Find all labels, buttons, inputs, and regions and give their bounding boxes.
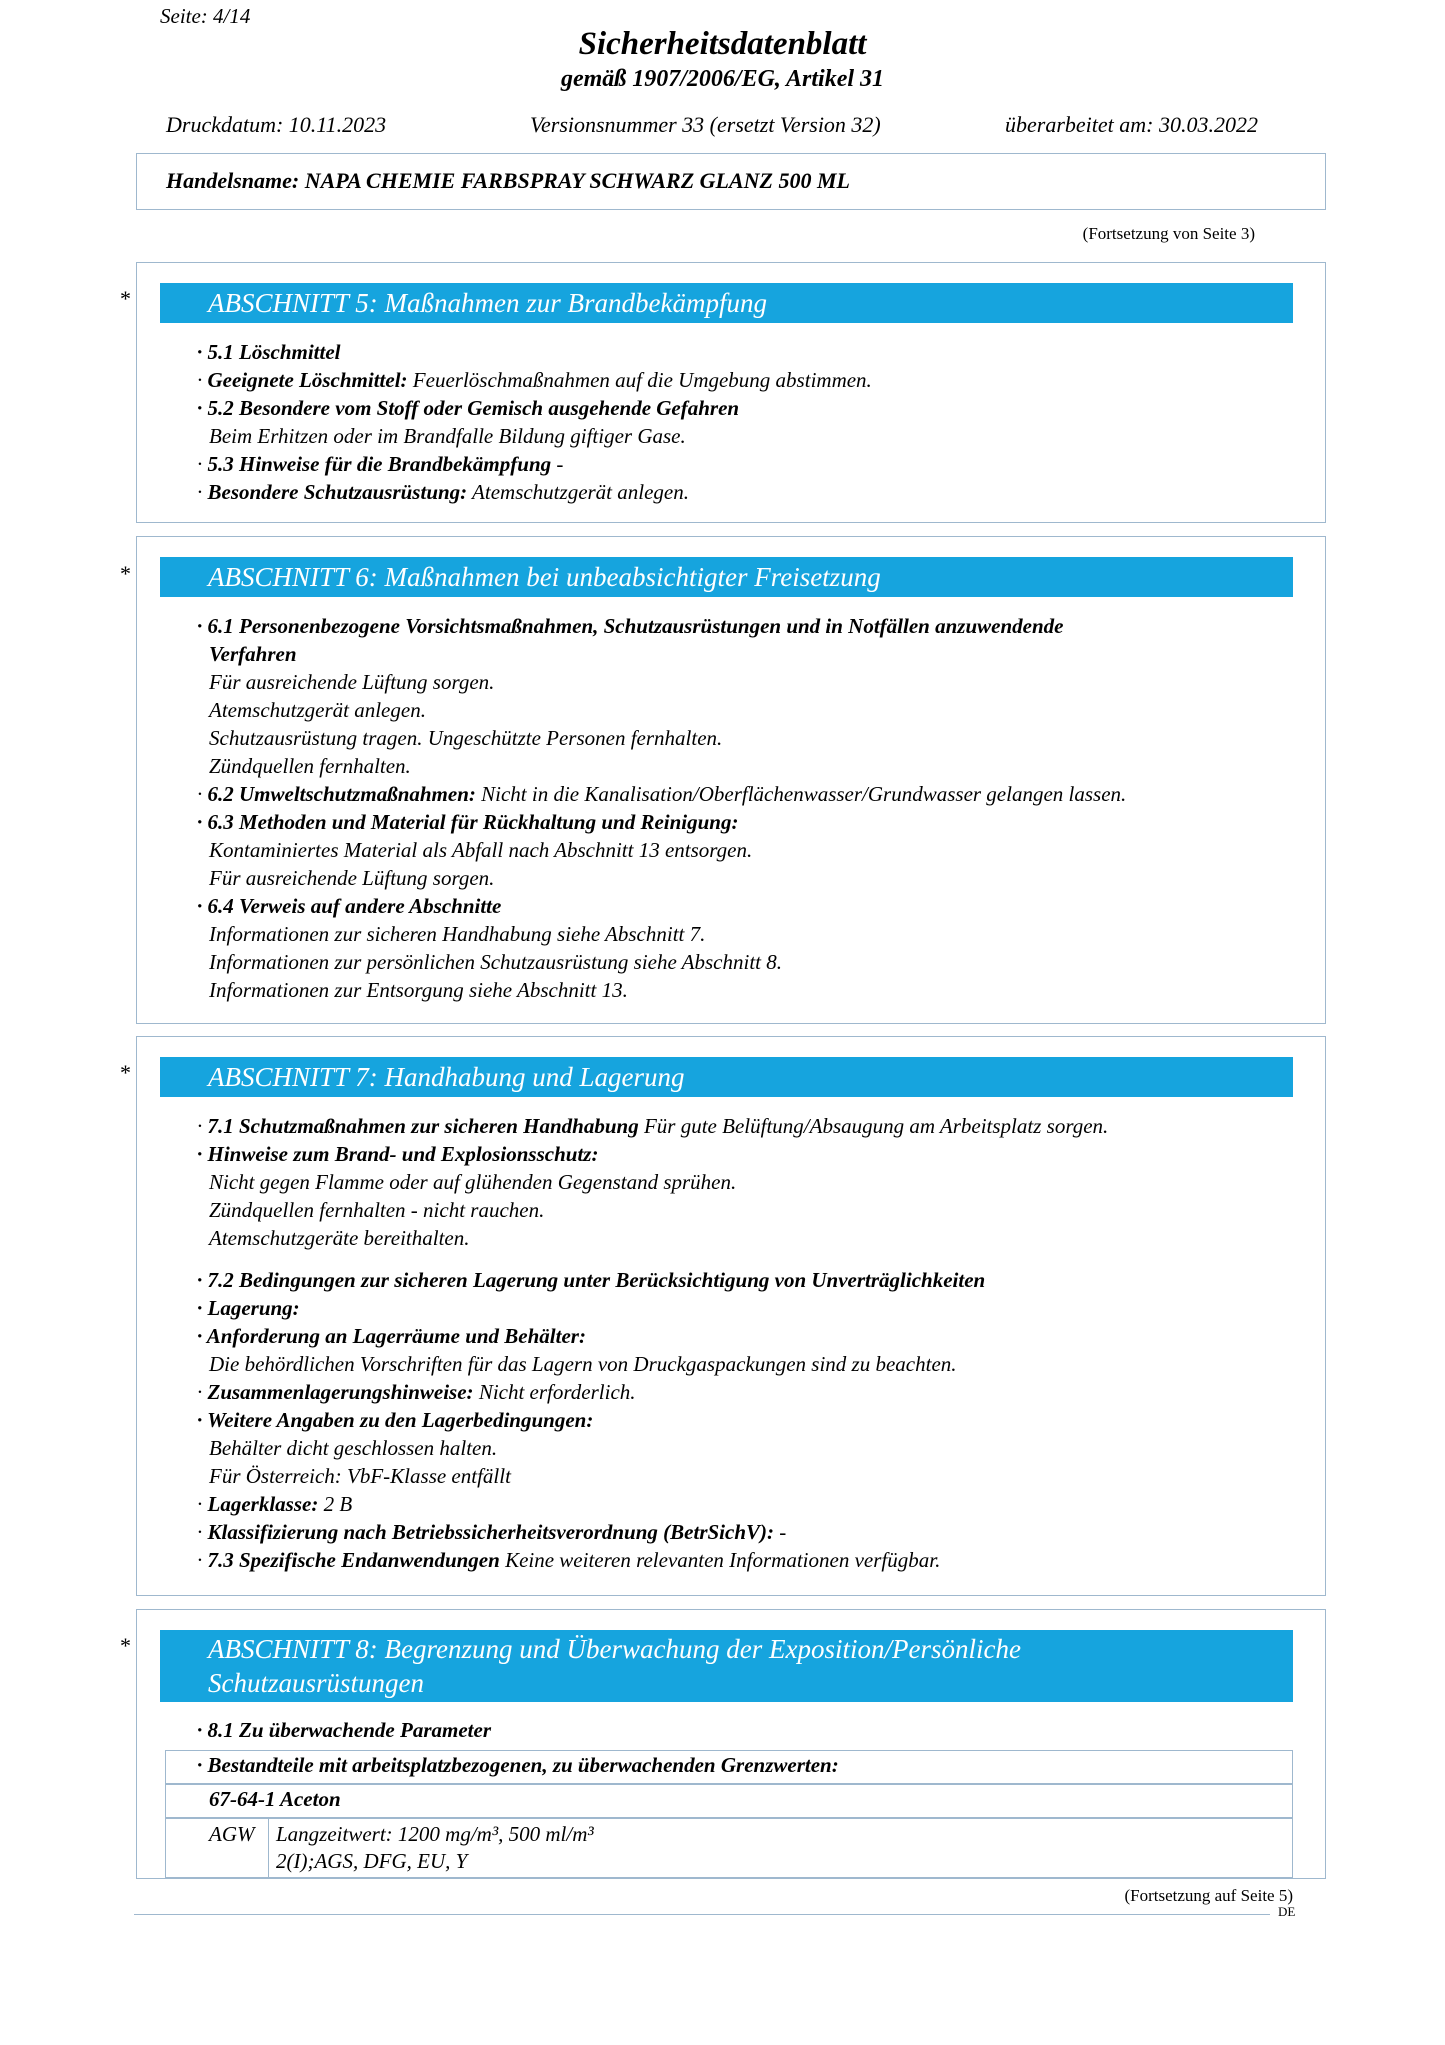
continued-on: (Fortsetzung auf Seite 5): [1124, 1886, 1293, 1905]
revision-date: überarbeitet am: 30.03.2022: [1005, 112, 1258, 137]
section7-line: · 7.3 Spezifische Endanwendungen Keine weiteren relevanten Informationen verfügbar.: [197, 1548, 941, 1572]
section6-line: Atemschutzgerät anlegen.: [209, 698, 426, 722]
section8-title-line1: ABSCHNITT 8: Begrenzung und Überwachung der Exposition/Persönliche: [208, 1634, 1021, 1664]
section7-title: ABSCHNITT 7: Handhabung und Lagerung: [160, 1057, 1293, 1097]
section7-line: · Zusammenlagerungshinweise: Nicht erforderlich.: [197, 1380, 636, 1404]
section6-change-marker: *: [120, 561, 131, 586]
language-code: DE: [1278, 1904, 1296, 1919]
limit-value-line1: Langzeitwert: 1200 mg/m³, 500 ml/m³: [276, 1822, 594, 1846]
substance-name: 67-64-1 Aceton: [209, 1787, 341, 1811]
table-column-divider: [268, 1818, 269, 1878]
document-subtitle: gemäß 1907/2006/EG, Artikel 31: [560, 66, 885, 92]
section6-line: Schutzausrüstung tragen. Ungeschützte Personen fernhalten.: [209, 726, 723, 750]
section7-line: Für Österreich: VbF-Klasse entfällt: [209, 1464, 511, 1488]
footer-divider: [134, 1914, 1270, 1915]
print-date: Druckdatum: 10.11.2023: [166, 112, 387, 137]
section6-line: Für ausreichende Lüftung sorgen.: [209, 670, 495, 694]
section7-line: Behälter dicht geschlossen halten.: [209, 1436, 498, 1460]
section8-line: · 8.1 Zu überwachende Parameter: [197, 1718, 491, 1742]
page-label: Seite: 4/14: [160, 4, 251, 28]
section6-line: Für ausreichende Lüftung sorgen.: [209, 866, 495, 890]
section7-line: · Lagerung:: [197, 1296, 300, 1320]
section8-title: [160, 1630, 1293, 1702]
section7-line: · Anforderung an Lagerräume und Behälter:: [197, 1324, 586, 1348]
section5-line: · Geeignete Löschmittel: Feuerlöschmaßnahmen auf die Umgebung abstimmen.: [197, 368, 872, 392]
section6-line: · 6.1 Personenbezogene Vorsichtsmaßnahmen, Schutzausrüstungen und in Notfällen anzuwendende: [197, 614, 1064, 638]
continued-from: (Fortsetzung von Seite 3): [1082, 224, 1255, 243]
section7-line: Die behördlichen Vorschriften für das Lagern von Druckgaspackungen sind zu beachten.: [209, 1352, 957, 1376]
section7-line: Zündquellen fernhalten - nicht rauchen.: [209, 1198, 545, 1222]
section6-line: Zündquellen fernhalten.: [209, 754, 411, 778]
section6-line: Informationen zur sicheren Handhabung siehe Abschnitt 7.: [209, 922, 706, 946]
section5-line: · 5.3 Hinweise für die Brandbekämpfung -: [197, 452, 564, 476]
trade-name: Handelsname: NAPA CHEMIE FARBSPRAY SCHWARZ GLANZ 500 ML: [166, 168, 850, 193]
limit-type: AGW: [209, 1822, 255, 1846]
section5-line: · 5.2 Besondere vom Stoff oder Gemisch ausgehende Gefahren: [197, 396, 740, 420]
version-number: Versionsnummer 33 (ersetzt Version 32): [530, 112, 881, 137]
section7-line: Atemschutzgeräte bereithalten.: [209, 1226, 470, 1250]
section6-line: Verfahren: [209, 642, 297, 666]
section6-line: Informationen zur persönlichen Schutzausrüstung siehe Abschnitt 8.: [209, 950, 782, 974]
section5-line: · Besondere Schutzausrüstung: Atemschutzgerät anlegen.: [197, 480, 689, 504]
section7-line: · Klassifizierung nach Betriebssicherheitsverordnung (BetrSichV): -: [197, 1520, 787, 1544]
section5-line: Beim Erhitzen oder im Brandfalle Bildung giftiger Gase.: [209, 424, 686, 448]
section7-line: Nicht gegen Flamme oder auf glühenden Gegenstand sprühen.: [209, 1170, 737, 1194]
section8-change-marker: *: [120, 1633, 131, 1658]
section5-line: · 5.1 Löschmittel: [197, 340, 341, 364]
section6-line: Kontaminiertes Material als Abfall nach Abschnitt 13 entsorgen.: [209, 838, 753, 862]
section5-title: ABSCHNITT 5: Maßnahmen zur Brandbekämpfung: [160, 283, 1293, 323]
limit-value-line2: 2(I);AGS, DFG, EU, Y: [276, 1849, 468, 1873]
section7-line: · Lagerklasse: 2 B: [197, 1492, 353, 1516]
document-title: Sicherheitsdatenblatt: [578, 26, 867, 62]
section6-title: ABSCHNITT 6: Maßnahmen bei unbeabsichtigter Freisetzung: [160, 557, 1293, 597]
section7-change-marker: *: [120, 1060, 131, 1085]
limits-table-header: · Bestandteile mit arbeitsplatzbezogenen, zu überwachenden Grenzwerten:: [197, 1753, 839, 1777]
section7-line: · 7.2 Bedingungen zur sicheren Lagerung unter Berücksichtigung von Unverträglichkeiten: [197, 1268, 986, 1292]
section7-line: · 7.1 Schutzmaßnahmen zur sicheren Handhabung Für gute Belüftung/Absaugung am Arbeitsplatz sorgen.: [197, 1114, 1109, 1138]
section6-line: · 6.2 Umweltschutzmaßnahmen: Nicht in die Kanalisation/Oberflächenwasser/Grundwasser gelangen lassen.: [197, 782, 1127, 806]
section6-line: Informationen zur Entsorgung siehe Abschnitt 13.: [209, 978, 628, 1002]
section7-line: · Hinweise zum Brand- und Explosionsschutz:: [197, 1142, 599, 1166]
section8-title-line2: Schutzausrüstungen: [208, 1668, 424, 1698]
section6-line: · 6.4 Verweis auf andere Abschnitte: [197, 894, 502, 918]
section7-line: · Weitere Angaben zu den Lagerbedingungen:: [197, 1408, 594, 1432]
section5-change-marker: *: [120, 286, 131, 311]
section6-line: · 6.3 Methoden und Material für Rückhaltung und Reinigung:: [197, 810, 739, 834]
